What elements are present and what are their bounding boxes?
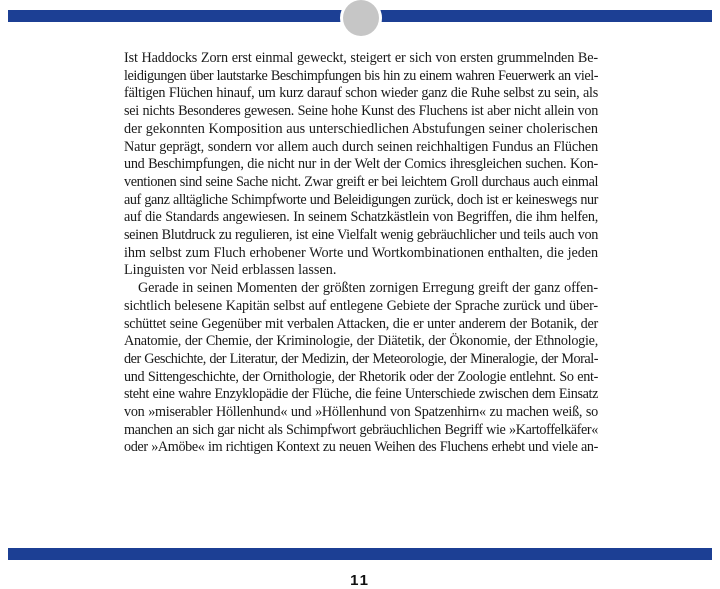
- text-line: Natur geprägt, sondern vor allem auch durch seinen reichhaltigen Fundus an Flüchen: [124, 138, 598, 155]
- text-line: leidigungen über lautstarke Beschimpfungen bis hin zu einem wahren Feuerwerk an viel-: [124, 67, 598, 84]
- text-line: und Sittengeschichte, der Ornithologie, der Rhetorik oder der Zoologie entlehnt. So ent-: [124, 368, 598, 385]
- paragraph-1: [124, 50, 598, 280]
- text-column: [124, 50, 598, 457]
- text-line: sei nichts Besonderes gewesen. Seine hohe Kunst des Fluchens ist aber nicht allein von: [124, 103, 598, 120]
- text-line: sichtlich belesene Kapitän selbst auf entlegene Gebiete der Sprache zurück und über-: [124, 297, 598, 314]
- text-line: Gerade in seinen Momenten der größten zornigen Erregung greift der ganz offen-: [138, 280, 598, 297]
- text-line: oder »Amöbe« im richtigen Kontext zu neuen Weihen des Fluchens erhebt und viele an-: [124, 439, 598, 456]
- text-line: ventionen sind seine Sache nicht. Zwar greift er bei leichtem Groll durchaus auch einmal: [124, 173, 598, 190]
- text-line: fältigen Flüchen hinauf, um kurz darauf schon wieder ganz die Ruhe selbst zu sein, als: [124, 85, 598, 102]
- text-line: auf die Standards angewiesen. In seinem Schatzkästlein von Begriffen, die ihm helfen,: [124, 209, 598, 226]
- text-line: Ist Haddocks Zorn erst einmal geweckt, steigert er sich von ersten grummelnden Be-: [124, 50, 598, 66]
- text-line: auf ganz alltägliche Schimpfworte und Beleidigungen zurück, doch ist er keineswegs nur: [124, 191, 598, 208]
- text-line: ihm selbst zum Fluch erhobener Worte und Wortkombinationen enthalten, die jeden: [124, 244, 598, 261]
- text-line: der Geschichte, der Literatur, der Medizin, der Meteorologie, der Mineralogie, der Moral-: [124, 350, 598, 367]
- paragraph-2: [124, 280, 598, 457]
- text-line: seinen Blutdruck zu regulieren, ist eine Vielfalt wenig gebräuchlicher und teils auch von: [124, 227, 598, 244]
- text-line: manchen an sich gar nicht als Schimpfwort gebräuchlichen Begriff wie »Kartoffelkäfer«: [124, 421, 598, 438]
- footer-band: [8, 548, 712, 560]
- text-line: Anatomie, der Chemie, der Kriminologie, der Diätetik, der Ökonomie, der Ethnologie,: [124, 333, 598, 350]
- page-number: 11: [350, 572, 370, 589]
- text-line: Linguisten vor Neid erblassen lassen.: [124, 262, 337, 279]
- text-line: schüttet seine Gegenüber mit verbalen Attacken, die er unter anderem der Botanik, der: [124, 315, 598, 332]
- header-circle-ornament: [343, 0, 379, 36]
- text-line: und Beschimpfungen, die nicht nur in der Welt der Comics ihresgleichen suchen. Kon-: [124, 156, 598, 173]
- text-line: von »miserabler Höllenhund« und »Höllenhund von Spatzenhirn« zu machen weiß, so: [124, 404, 598, 421]
- text-line: der gekonnten Komposition aus unterschiedlichen Abstufungen seiner cholerischen: [124, 120, 598, 137]
- text-line: steht eine wahre Enzyklopädie der Flüche, die feine Unterschiede zwischen dem Einsatz: [124, 386, 598, 403]
